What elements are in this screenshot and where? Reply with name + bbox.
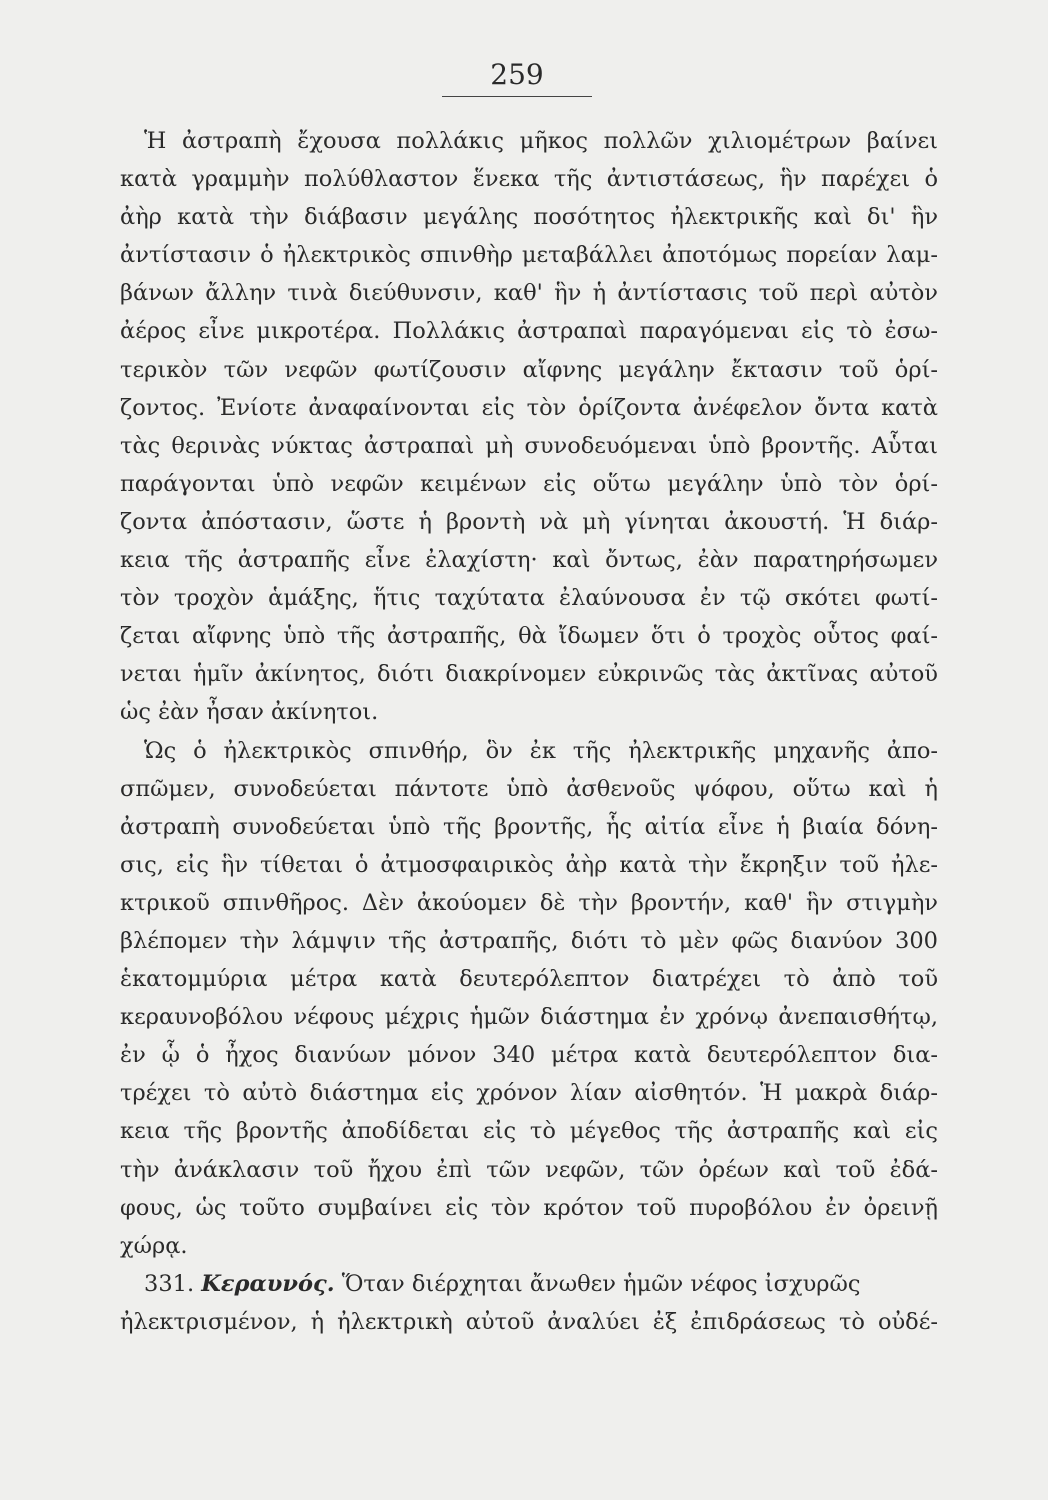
page-number: 259 bbox=[490, 58, 544, 91]
text-line: ἑκατομμύρια μέτρα κατὰ δευτερόλεπτον διατρέχει τὸ ἀπὸ τοῦ bbox=[120, 966, 938, 993]
text-line: ἀστραπὴ συνοδεύεται ὑπὸ τῆς βροντῆς, ἧς αἰτία εἶνε ἡ βιαία δόνη- bbox=[120, 813, 938, 840]
text-line: ζεται αἴφνης ὑπὸ τῆς ἀστραπῆς, θὰ ἴδωμεν ὅτι ὁ τροχὸς οὗτος φαί- bbox=[120, 623, 938, 650]
text-line: νεται ἡμῖν ἀκίνητος, διότι διακρίνομεν εὐκρινῶς τὰς ἀκτῖνας αὐτοῦ bbox=[120, 661, 938, 688]
section-number: 331. bbox=[144, 1270, 195, 1297]
text-line: κεραυνοβόλου νέφους μέχρις ἡμῶν διάστημα ἐν χρόνῳ ἀνεπαισθήτῳ, bbox=[120, 1004, 938, 1031]
text-line: ζοντα ἀπόστασιν, ὥστε ἡ βροντὴ νὰ μὴ γίνηται ἀκουστή. Ἡ διάρ- bbox=[120, 508, 938, 535]
section-331 bbox=[120, 1265, 938, 1341]
text-line: ζοντος. Ἐνίοτε ἀναφαίνονται εἰς τὸν ὁρίζοντα ἀνέφελον ὄντα κατὰ bbox=[120, 394, 938, 421]
text-line: κεια τῆς ἀστραπῆς εἶνε ἐλαχίστη· καὶ ὄντως, ἐὰν παρατηρήσωμεν bbox=[120, 547, 938, 574]
text-line: κατὰ γραμμὴν πολύθλαστον ἕνεκα τῆς ἀντιστάσεως, ἣν παρέχει ὁ bbox=[120, 166, 938, 193]
text-line: Ἡ ἀστραπὴ ἔχουσα πολλάκις μῆκος πολλῶν χιλιομέτρων βαίνει bbox=[144, 128, 938, 154]
text-line: φους, ὡς τοῦτο συμβαίνει εἰς τὸν κρότον τοῦ πυροβόλου ἐν ὀρεινῇ bbox=[120, 1194, 938, 1221]
text-line: παράγονται ὑπὸ νεφῶν κειμένων εἰς οὕτω μεγάλην ὑπὸ τὸν ὁρί- bbox=[120, 470, 938, 497]
text-line: ὡς ἐὰν ἦσαν ἀκίνητοι. bbox=[120, 699, 379, 726]
text-line: ἠλεκτρισμένον, ἡ ἠλεκτρικὴ αὐτοῦ ἀναλύει ἐξ ἐπιδράσεως τὸ οὐδέ- bbox=[120, 1308, 938, 1335]
section-title: Κεραυνός. bbox=[201, 1270, 335, 1297]
text-line: σις, εἰς ἣν τίθεται ὁ ἀτμοσφαιρικὸς ἀὴρ κατὰ τὴν ἔκρηξιν τοῦ ἠλε- bbox=[120, 851, 938, 878]
paragraph-lightning bbox=[120, 122, 938, 732]
text-line: τὰς θερινὰς νύκτας ἀστραπαὶ μὴ συνοδευόμεναι ὑπὸ βροντῆς. Αὗται bbox=[120, 432, 938, 459]
text-line: ἀὴρ κατὰ τὴν διάβασιν μεγάλης ποσότητος ἠλεκτρικῆς καὶ δι' ἣν bbox=[120, 204, 938, 231]
text-line: βάνων ἄλλην τινὰ διεύθυνσιν, καθ' ἣν ἡ ἀντίστασις τοῦ περὶ αὐτὸν bbox=[120, 280, 938, 307]
text-line: κεια τῆς βροντῆς ἀποδίδεται εἰς τὸ μέγεθος τῆς ἀστραπῆς καὶ εἰς bbox=[120, 1118, 938, 1145]
text-line: χώρᾳ. bbox=[120, 1232, 188, 1259]
page-number-rule bbox=[442, 96, 592, 97]
text-line: ἀέρος εἶνε μικροτέρα. Πολλάκις ἀστραπαὶ παραγόμεναι εἰς τὸ ἐσω- bbox=[120, 318, 938, 345]
text-line: Ὡς ὁ ἠλεκτρικὸς σπινθήρ, ὃν ἐκ τῆς ἠλεκτρικῆς μηχανῆς ἀπο- bbox=[144, 737, 938, 764]
paragraph-thunder bbox=[120, 732, 938, 1265]
text-line: βλέπομεν τὴν λάμψιν τῆς ἀστραπῆς, διότι τὸ μὲν φῶς διανύον 300 bbox=[120, 927, 938, 954]
text-line: τὴν ἀνάκλασιν τοῦ ἤχου ἐπὶ τῶν νεφῶν, τῶν ὀρέων καὶ τοῦ ἐδά- bbox=[120, 1156, 938, 1183]
text-line: ἐν ᾧ ὁ ἦχος διανύων μόνον 340 μέτρα κατὰ δευτερόλεπτον δια- bbox=[120, 1042, 938, 1069]
text-line: τερικὸν τῶν νεφῶν φωτίζουσιν αἴφνης μεγάλην ἔκτασιν τοῦ ὁρί- bbox=[120, 356, 938, 383]
text-line: ἀντίστασιν ὁ ἠλεκτρικὸς σπινθὴρ μεταβάλλει ἀποτόμως πορείαν λαμ- bbox=[120, 242, 938, 269]
body-text bbox=[120, 122, 938, 1341]
text-line: τρέχει τὸ αὐτὸ διάστημα εἰς χρόνον λίαν αἰσθητόν. Ἡ μακρὰ διάρ- bbox=[120, 1080, 938, 1107]
section-first-line-text: Ὅταν διέρχηται ἄνωθεν ἡμῶν νέφος ἰσχυρῶς bbox=[341, 1270, 861, 1297]
text-line: κτρικοῦ σπινθῆρος. Δὲν ἀκούομεν δὲ τὴν βροντήν, καθ' ἣν στιγμὴν bbox=[120, 889, 938, 916]
text-line: σπῶμεν, συνοδεύεται πάντοτε ὑπὸ ἀσθενοῦς ψόφου, οὕτω καὶ ἡ bbox=[120, 775, 938, 802]
section-heading-line bbox=[120, 1265, 938, 1303]
text-line: τὸν τροχὸν ἁμάξης, ἥτις ταχύτατα ἐλαύνουσα ἐν τῷ σκότει φωτί- bbox=[120, 585, 938, 612]
